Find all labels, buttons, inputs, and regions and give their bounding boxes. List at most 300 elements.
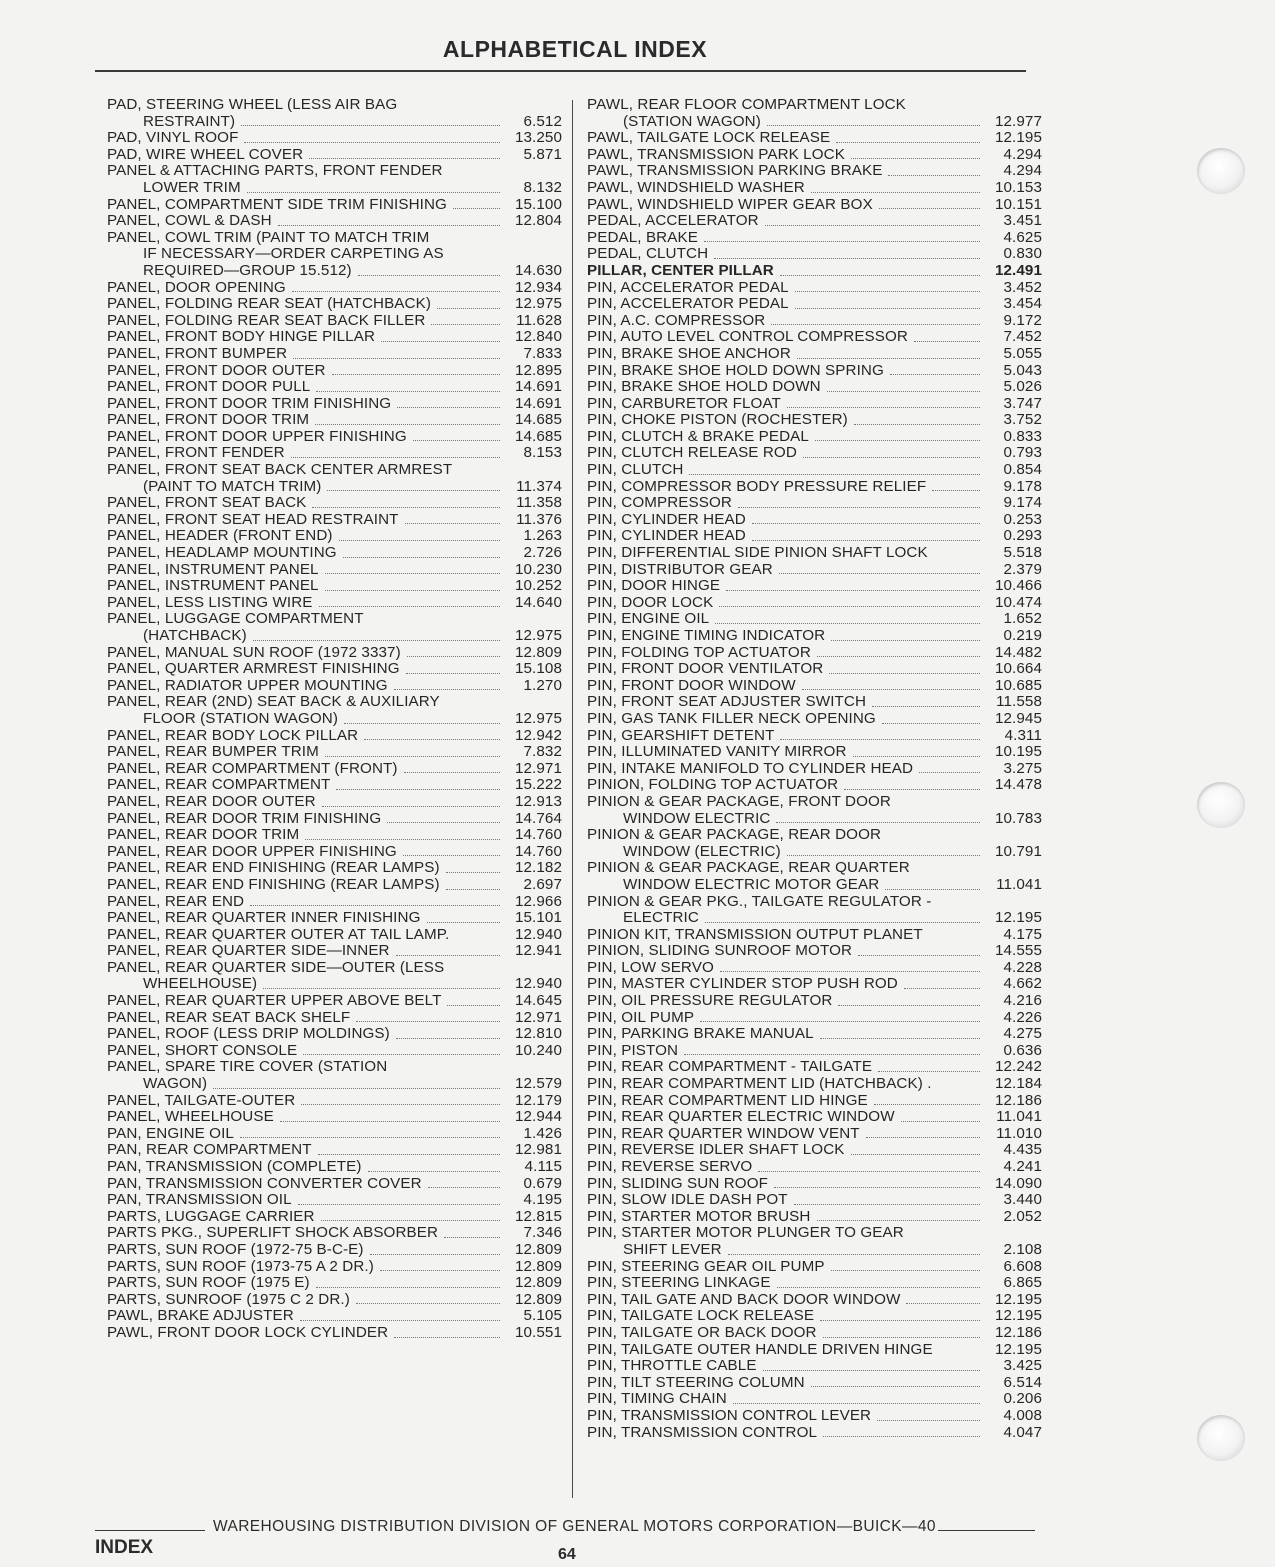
index-entry-text: PANEL, LESS LISTING WIRE bbox=[107, 593, 313, 611]
leader-dots bbox=[780, 274, 980, 276]
leader-dots bbox=[319, 605, 500, 607]
index-entry bbox=[587, 1010, 1042, 1027]
index-entry-page-ref: 12.840 bbox=[514, 328, 562, 346]
index-entry-text: PIN, TRANSMISSION CONTROL LEVER bbox=[587, 1406, 872, 1424]
index-entry-page-ref: 12.195 bbox=[994, 129, 1042, 147]
index-entry-text: PEDAL, CLUTCH bbox=[587, 245, 709, 263]
index-entry-text: PANEL, REAR QUARTER SIDE—OUTER (LESS bbox=[107, 958, 445, 976]
index-entry bbox=[107, 728, 562, 745]
index-entry bbox=[107, 97, 562, 130]
index-entry bbox=[587, 528, 1042, 545]
footer-rule-left bbox=[95, 1530, 205, 1531]
leader-dots bbox=[397, 406, 500, 408]
index-entry bbox=[587, 396, 1042, 413]
index-entry-page-ref: 12.809 bbox=[514, 643, 562, 661]
index-entry-page-ref: 14.760 bbox=[514, 826, 562, 844]
leader-dots bbox=[820, 1037, 980, 1039]
index-entry-text: REQUIRED—GROUP 15.512) bbox=[143, 261, 352, 279]
leader-dots bbox=[325, 572, 500, 574]
index-entry bbox=[107, 860, 562, 877]
leader-dots bbox=[776, 821, 980, 823]
index-entry-page-ref: 1.270 bbox=[523, 676, 562, 694]
index-entry-page-ref: 7.833 bbox=[523, 344, 562, 362]
index-entry bbox=[587, 1275, 1042, 1292]
index-entry bbox=[107, 462, 562, 495]
leader-dots bbox=[802, 688, 980, 690]
leader-dots bbox=[404, 771, 500, 773]
index-entry-page-ref: 12.195 bbox=[994, 1290, 1042, 1308]
index-entry bbox=[587, 1076, 1042, 1093]
leader-dots bbox=[836, 141, 980, 143]
index-entry bbox=[107, 329, 562, 346]
footer-rule-right bbox=[938, 1530, 1035, 1531]
index-entry-text: PIN, CLUTCH & BRAKE PEDAL bbox=[587, 427, 809, 445]
index-entry-page-ref: 10.466 bbox=[994, 577, 1042, 595]
leader-dots bbox=[851, 1153, 981, 1155]
index-entry-page-ref: 11.358 bbox=[516, 494, 562, 512]
index-entry bbox=[587, 611, 1042, 628]
leader-dots bbox=[280, 1120, 500, 1122]
index-entry bbox=[107, 296, 562, 313]
index-entry bbox=[587, 628, 1042, 645]
index-entry-text: PIN, GAS TANK FILLER NECK OPENING bbox=[587, 709, 876, 727]
leader-dots bbox=[253, 639, 500, 641]
index-entry-text: PIN, STARTER MOTOR PLUNGER TO GEAR bbox=[587, 1224, 904, 1242]
index-entry-page-ref: 3.454 bbox=[1003, 295, 1042, 313]
leader-dots bbox=[939, 1353, 980, 1354]
index-entry bbox=[587, 1209, 1042, 1226]
index-entry-page-ref: 0.206 bbox=[1003, 1390, 1042, 1408]
leader-dots bbox=[811, 1385, 980, 1387]
index-entry-text: (PAINT TO MATCH TRIM) bbox=[143, 477, 322, 495]
index-entry-text: PANEL, FRONT BODY HINGE PILLAR bbox=[107, 328, 376, 346]
index-entry-page-ref: 3.440 bbox=[1003, 1191, 1042, 1209]
index-entry-text: PIN, CLUTCH bbox=[587, 461, 684, 479]
index-entry-page-ref: 2.108 bbox=[1003, 1240, 1042, 1258]
leader-dots bbox=[752, 539, 980, 541]
index-entry bbox=[587, 1425, 1042, 1442]
leader-dots bbox=[844, 788, 980, 790]
index-entry-page-ref: 0.293 bbox=[1003, 527, 1042, 545]
index-entry-page-ref: 12.809 bbox=[514, 1240, 562, 1258]
index-column-right bbox=[587, 97, 1042, 1441]
index-entry-page-ref: 12.975 bbox=[514, 627, 562, 644]
index-entry-text: PIN, REAR COMPARTMENT - TAILGATE bbox=[587, 1058, 873, 1076]
index-entry-text: PIN, LOW SERVO bbox=[587, 958, 714, 976]
leader-dots bbox=[715, 622, 980, 624]
leader-dots bbox=[795, 307, 980, 309]
index-entry-page-ref: 3.747 bbox=[1003, 394, 1042, 412]
index-entry-text: WINDOW (ELECTRIC) bbox=[623, 842, 781, 860]
index-entry bbox=[587, 363, 1042, 380]
index-entry bbox=[587, 495, 1042, 512]
index-entry-text: PARTS, SUN ROOF (1973-75 A 2 DR.) bbox=[107, 1257, 374, 1275]
binder-hole-icon bbox=[1197, 148, 1245, 194]
index-entry-text: PIN, INTAKE MANIFOLD TO CYLINDER HEAD bbox=[587, 759, 914, 777]
index-entry-text: PIN, STEERING GEAR OIL PUMP bbox=[587, 1257, 825, 1275]
index-entry bbox=[107, 611, 562, 644]
index-entry bbox=[587, 263, 1042, 280]
leader-dots bbox=[446, 871, 500, 873]
index-entry-page-ref: 14.090 bbox=[994, 1174, 1042, 1192]
index-entry-text: PIN, OIL PUMP bbox=[587, 1008, 695, 1026]
index-entry-page-ref: 12.804 bbox=[514, 212, 562, 230]
index-entry-page-ref: 12.184 bbox=[994, 1075, 1042, 1093]
index-entry-page-ref: 10.685 bbox=[994, 676, 1042, 694]
index-entry-text: PANEL, REAR END FINISHING (REAR LAMPS) bbox=[107, 875, 440, 893]
index-entry-text: WHEELHOUSE) bbox=[143, 975, 258, 993]
index-entry-text: PANEL, REAR QUARTER OUTER AT TAIL LAMP. bbox=[107, 925, 450, 943]
index-entry-page-ref: 12.895 bbox=[514, 361, 562, 379]
index-entry-page-ref: 4.662 bbox=[1003, 975, 1042, 993]
index-entry-text: PIN, PARKING BRAKE MANUAL bbox=[587, 1025, 814, 1043]
leader-dots bbox=[878, 1070, 980, 1072]
index-entry-text: PIN, ENGINE TIMING INDICATOR bbox=[587, 627, 826, 644]
index-entry bbox=[587, 1225, 1042, 1258]
index-entry bbox=[587, 1109, 1042, 1126]
leader-dots bbox=[689, 473, 980, 475]
leader-dots bbox=[771, 323, 980, 325]
index-entry bbox=[107, 1059, 562, 1092]
index-entry-text: PANEL, REAR QUARTER INNER FINISHING bbox=[107, 909, 421, 927]
index-entry bbox=[587, 1142, 1042, 1159]
index-entry-text: IF NECESSARY—ORDER CARPETING AS bbox=[143, 245, 444, 263]
index-entry-page-ref: 4.241 bbox=[1003, 1158, 1042, 1175]
index-entry-text: PEDAL, BRAKE bbox=[587, 228, 698, 246]
index-entry-page-ref: 1.263 bbox=[523, 527, 562, 545]
index-entry-text: PANEL, ROOF (LESS DRIP MOLDINGS) bbox=[107, 1025, 390, 1043]
index-entry-page-ref: 5.026 bbox=[1003, 378, 1042, 396]
index-entry-text: PIN, REAR QUARTER WINDOW VENT bbox=[587, 1124, 860, 1142]
index-entry-page-ref: 14.640 bbox=[514, 593, 562, 611]
index-entry-page-ref: 0.830 bbox=[1003, 245, 1042, 263]
index-entry-text: (STATION WAGON) bbox=[623, 112, 761, 130]
index-entry-text: PANEL, REAR COMPARTMENT (FRONT) bbox=[107, 759, 398, 777]
index-entry bbox=[107, 363, 562, 380]
index-entry bbox=[587, 1292, 1042, 1309]
leader-dots bbox=[263, 987, 500, 989]
index-entry-text: PAN, TRANSMISSION CONVERTER COVER bbox=[107, 1174, 422, 1192]
index-entry bbox=[107, 396, 562, 413]
index-entry-text: PIN, OIL PRESSURE REGULATOR bbox=[587, 992, 833, 1010]
leader-dots bbox=[803, 456, 980, 458]
index-entry-text: PIN, GEARSHIFT DETENT bbox=[587, 726, 775, 744]
leader-dots bbox=[904, 987, 980, 989]
index-entry bbox=[107, 761, 562, 778]
index-entry-text: PAWL, TRANSMISSION PARKING BRAKE bbox=[587, 162, 883, 180]
index-entry bbox=[107, 777, 562, 794]
index-entry-text: PIN, FRONT DOOR VENTILATOR bbox=[587, 660, 824, 678]
index-entry-page-ref: 1.652 bbox=[1003, 610, 1042, 628]
leader-dots bbox=[213, 1087, 500, 1089]
leader-dots bbox=[794, 1203, 980, 1205]
index-entry bbox=[587, 1176, 1042, 1193]
index-entry-page-ref: 12.941 bbox=[514, 942, 562, 960]
index-entry-page-ref: 12.913 bbox=[514, 792, 562, 810]
index-entry-text: PIN, FOLDING TOP ACTUATOR bbox=[587, 643, 811, 661]
index-entry-text: PIN, CLUTCH RELEASE ROD bbox=[587, 444, 797, 462]
index-entry bbox=[587, 927, 1042, 944]
leader-dots bbox=[851, 157, 980, 159]
index-entry-text: PAN, REAR COMPARTMENT bbox=[107, 1141, 312, 1159]
leader-dots bbox=[278, 224, 500, 226]
index-entry-page-ref: 4.625 bbox=[1003, 228, 1042, 246]
leader-dots bbox=[247, 191, 500, 193]
leader-dots bbox=[795, 290, 980, 292]
leader-dots bbox=[854, 423, 980, 425]
index-entry-page-ref: 14.478 bbox=[994, 776, 1042, 794]
index-entry bbox=[587, 462, 1042, 479]
index-entry bbox=[587, 1358, 1042, 1375]
index-entry-text: PIN, STARTER MOTOR BRUSH bbox=[587, 1207, 811, 1225]
index-entry-text: PANEL, DOOR OPENING bbox=[107, 278, 286, 296]
index-entry-page-ref: 6.512 bbox=[523, 112, 562, 130]
index-entry bbox=[107, 280, 562, 297]
leader-dots bbox=[728, 1253, 980, 1255]
index-entry-text: PANEL, FOLDING REAR SEAT BACK FILLER bbox=[107, 311, 426, 329]
leader-dots bbox=[447, 1004, 500, 1006]
index-entry-text: PIN, ENGINE OIL bbox=[587, 610, 710, 628]
index-entry-page-ref: 4.311 bbox=[1004, 726, 1042, 744]
index-entry-page-ref: 14.630 bbox=[514, 261, 562, 279]
index-entry-text: PANEL, INSTRUMENT PANEL bbox=[107, 560, 319, 578]
index-entry-text: PIN, TAIL GATE AND BACK DOOR WINDOW bbox=[587, 1290, 901, 1308]
leader-dots bbox=[413, 439, 500, 441]
index-entry-text: PANEL & ATTACHING PARTS, FRONT FENDER bbox=[107, 162, 443, 180]
leader-dots bbox=[914, 340, 980, 342]
index-entry-text: PANEL, FOLDING REAR SEAT (HATCHBACK) bbox=[107, 295, 431, 313]
index-entry-text: ELECTRIC bbox=[623, 909, 699, 927]
leader-dots bbox=[777, 1286, 980, 1288]
index-entry-page-ref: 12.179 bbox=[514, 1091, 562, 1109]
index-entry-page-ref: 10.252 bbox=[514, 577, 562, 595]
leader-dots bbox=[303, 1053, 500, 1055]
index-entry-page-ref: 10.151 bbox=[994, 195, 1042, 213]
index-entry-text: PANEL, FRONT SEAT BACK CENTER ARMREST bbox=[107, 461, 453, 479]
index-entry-page-ref: 11.041 bbox=[996, 875, 1042, 893]
index-entry-page-ref: 1.426 bbox=[523, 1124, 562, 1142]
index-entry-page-ref: 12.195 bbox=[994, 909, 1042, 927]
leader-dots bbox=[934, 557, 980, 558]
leader-dots bbox=[719, 605, 980, 607]
index-entry-page-ref: 6.865 bbox=[1003, 1274, 1042, 1292]
index-entry-text: PANEL, MANUAL SUN ROOF (1972 3337) bbox=[107, 643, 401, 661]
leader-dots bbox=[774, 1186, 980, 1188]
binder-hole-icon bbox=[1197, 1415, 1245, 1461]
index-entry bbox=[107, 562, 562, 579]
index-entry bbox=[107, 412, 562, 429]
index-entry bbox=[107, 1010, 562, 1027]
index-entry-page-ref: 11.374 bbox=[516, 477, 562, 495]
index-entry-text: PANEL, SHORT CONSOLE bbox=[107, 1041, 298, 1059]
leader-dots bbox=[879, 207, 980, 209]
index-entry-page-ref: 12.975 bbox=[514, 295, 562, 313]
leader-dots bbox=[938, 1088, 980, 1089]
leader-dots bbox=[428, 1186, 500, 1188]
index-entry bbox=[587, 595, 1042, 612]
index-entry-text: PIN, THROTTLE CABLE bbox=[587, 1357, 757, 1375]
index-entry-text: PIN, BRAKE SHOE HOLD DOWN SPRING bbox=[587, 361, 884, 379]
leader-dots bbox=[758, 1170, 980, 1172]
leader-dots bbox=[380, 1269, 500, 1271]
index-entry-page-ref: 0.636 bbox=[1003, 1041, 1042, 1059]
index-entry bbox=[107, 1093, 562, 1110]
index-entry-text: PANEL, REAR QUARTER UPPER ABOVE BELT bbox=[107, 992, 442, 1010]
index-entry-page-ref: 5.518 bbox=[1003, 544, 1042, 562]
index-entry-text: PIN, TILT STEERING COLUMN bbox=[587, 1373, 805, 1391]
index-entry-text: PIN, ACCELERATOR PEDAL bbox=[587, 278, 789, 296]
leader-dots bbox=[250, 904, 500, 906]
leader-dots bbox=[298, 1203, 500, 1205]
index-entry-page-ref: 3.425 bbox=[1003, 1357, 1042, 1375]
leader-dots bbox=[874, 1103, 980, 1105]
index-entry-page-ref: 0.253 bbox=[1003, 510, 1042, 528]
index-entry bbox=[587, 1192, 1042, 1209]
index-entry-text: PIN, TAILGATE LOCK RELEASE bbox=[587, 1307, 815, 1325]
index-entry-page-ref: 12.940 bbox=[514, 975, 562, 993]
index-entry bbox=[107, 927, 562, 944]
index-entry-text: PIN, TIMING CHAIN bbox=[587, 1390, 727, 1408]
index-entry-page-ref: 9.178 bbox=[1003, 477, 1042, 495]
index-entry-page-ref: 4.047 bbox=[1003, 1423, 1042, 1441]
index-entry-page-ref: 5.055 bbox=[1003, 344, 1042, 362]
index-entry bbox=[107, 1043, 562, 1060]
index-entry-text: PIN, A.C. COMPRESSOR bbox=[587, 311, 766, 329]
index-entry-text: PIN, COMPRESSOR BODY PRESSURE RELIEF bbox=[587, 477, 927, 495]
index-entry-text: PANEL, FRONT SEAT BACK bbox=[107, 494, 307, 512]
index-entry-page-ref: 10.195 bbox=[994, 743, 1042, 761]
index-entry-text: PANEL, REAR END bbox=[107, 892, 245, 910]
index-entry-page-ref: 4.435 bbox=[1003, 1141, 1042, 1159]
index-entry-text: PIN, TAILGATE OUTER HANDLE DRIVEN HINGE bbox=[587, 1340, 933, 1358]
index-entry-page-ref: 15.100 bbox=[514, 195, 562, 213]
index-entry-page-ref: 4.294 bbox=[1003, 162, 1042, 180]
leader-dots bbox=[752, 522, 980, 524]
index-entry-text: PAWL, WINDSHIELD WIPER GEAR BOX bbox=[587, 195, 873, 213]
leader-dots bbox=[453, 207, 500, 209]
index-entry bbox=[107, 1176, 562, 1193]
index-entry bbox=[587, 694, 1042, 711]
index-entry bbox=[587, 794, 1042, 827]
leader-dots bbox=[344, 722, 500, 724]
index-entry bbox=[587, 728, 1042, 745]
index-entry-text: PIN, TRANSMISSION CONTROL bbox=[587, 1423, 818, 1441]
index-entry-text: PARTS, LUGGAGE CARRIER bbox=[107, 1207, 315, 1225]
index-entry bbox=[587, 545, 1042, 562]
leader-dots bbox=[405, 522, 500, 524]
leader-dots bbox=[316, 390, 500, 392]
leader-dots bbox=[877, 1419, 980, 1421]
index-entry bbox=[107, 1109, 562, 1126]
leader-dots bbox=[293, 357, 500, 359]
leader-dots bbox=[831, 639, 980, 641]
index-entry-page-ref: 14.555 bbox=[994, 942, 1042, 960]
index-entry-text: PANEL, FRONT SEAT HEAD RESTRAINT bbox=[107, 510, 399, 528]
index-entry-text: PANEL, REAR (2ND) SEAT BACK & AUXILIARY bbox=[107, 693, 440, 711]
index-entry bbox=[107, 163, 562, 196]
index-entry-text: PIN, REAR COMPARTMENT LID (HATCHBACK) . bbox=[587, 1075, 932, 1093]
index-entry-text: PINION & GEAR PACKAGE, REAR DOOR bbox=[587, 826, 882, 844]
index-entry-page-ref: 12.981 bbox=[514, 1141, 562, 1159]
index-entry-page-ref: 7.346 bbox=[523, 1224, 562, 1242]
index-entry-page-ref: 12.942 bbox=[514, 726, 562, 744]
index-entry-text: PIN, FRONT DOOR WINDOW bbox=[587, 676, 796, 694]
index-entry-page-ref: 4.195 bbox=[523, 1191, 562, 1209]
footer-text: WAREHOUSING DISTRIBUTION DIVISION OF GENERAL MOTORS CORPORATION—BUICK—40 bbox=[213, 1518, 936, 1535]
index-entry bbox=[587, 163, 1042, 180]
index-entry-text: WINDOW ELECTRIC MOTOR GEAR bbox=[623, 875, 880, 893]
index-entry bbox=[107, 230, 562, 280]
index-entry-page-ref: 3.451 bbox=[1003, 212, 1042, 230]
index-entry bbox=[587, 379, 1042, 396]
index-entry-text: PAWL, FRONT DOOR LOCK CYLINDER bbox=[107, 1323, 389, 1341]
leader-dots bbox=[291, 456, 500, 458]
index-entry-page-ref: 12.195 bbox=[994, 1307, 1042, 1325]
index-entry-text: PANEL, FRONT FENDER bbox=[107, 444, 285, 462]
index-entry bbox=[587, 445, 1042, 462]
index-entry-text: PANEL, RADIATOR UPPER MOUNTING bbox=[107, 676, 388, 694]
index-entry-text: PIN, REVERSE IDLER SHAFT LOCK bbox=[587, 1141, 845, 1159]
index-entry-text: PANEL, FRONT DOOR TRIM bbox=[107, 411, 310, 429]
index-entry-page-ref: 4.226 bbox=[1003, 1008, 1042, 1026]
index-entry-text: PIN, DOOR LOCK bbox=[587, 593, 714, 611]
index-entry-text: PIN, AUTO LEVEL CONTROL COMPRESSOR bbox=[587, 328, 909, 346]
index-entry-text: PANEL, FRONT DOOR PULL bbox=[107, 378, 311, 396]
index-entry bbox=[107, 130, 562, 147]
index-entry-text: PANEL, REAR DOOR UPPER FINISHING bbox=[107, 842, 397, 860]
index-entry bbox=[587, 1259, 1042, 1276]
index-entry-text: PIN, CARBURETOR FLOAT bbox=[587, 394, 781, 412]
index-entry-text: PANEL, REAR BUMPER TRIM bbox=[107, 743, 319, 761]
index-entry-page-ref: 12.182 bbox=[514, 859, 562, 877]
index-entry-page-ref: 7.832 bbox=[523, 743, 562, 761]
index-entry-page-ref: 3.275 bbox=[1003, 759, 1042, 777]
index-entry-page-ref: 12.977 bbox=[994, 112, 1042, 130]
index-entry-page-ref: 11.041 bbox=[996, 1108, 1042, 1126]
index-entry-page-ref: 6.514 bbox=[1003, 1373, 1042, 1391]
leader-dots bbox=[325, 755, 500, 757]
index-entry bbox=[107, 147, 562, 164]
index-entry-page-ref: 9.172 bbox=[1003, 311, 1042, 329]
index-entry-text: RESTRAINT) bbox=[143, 112, 236, 130]
index-entry bbox=[107, 213, 562, 230]
leader-dots bbox=[700, 1020, 980, 1022]
index-entry bbox=[587, 578, 1042, 595]
index-entry-page-ref: 12.579 bbox=[514, 1075, 562, 1093]
index-entry-page-ref: 10.791 bbox=[994, 842, 1042, 860]
leader-dots bbox=[437, 307, 500, 309]
index-entry-page-ref: 12.186 bbox=[994, 1091, 1042, 1109]
index-column-left bbox=[107, 97, 562, 1342]
index-entry bbox=[587, 993, 1042, 1010]
index-entry-page-ref: 12.809 bbox=[514, 1290, 562, 1308]
index-entry-page-ref: 0.854 bbox=[1003, 461, 1042, 479]
index-entry-text: PARTS, SUN ROOF (1972-75 B-C-E) bbox=[107, 1240, 364, 1258]
page-number: 64 bbox=[558, 1546, 576, 1563]
leader-dots bbox=[726, 589, 980, 591]
index-entry bbox=[107, 197, 562, 214]
leader-dots bbox=[733, 1402, 980, 1404]
index-entry bbox=[107, 445, 562, 462]
index-entry-text: PANEL, LUGGAGE COMPARTMENT bbox=[107, 610, 364, 628]
index-entry-text: PANEL, REAR DOOR TRIM FINISHING bbox=[107, 809, 382, 827]
index-entry-text: PINION, FOLDING TOP ACTUATOR bbox=[587, 776, 839, 794]
leader-dots bbox=[407, 655, 500, 657]
index-entry bbox=[587, 479, 1042, 496]
index-entry-text: PIN, DOOR HINGE bbox=[587, 577, 721, 595]
index-entry-text: PAD, VINYL ROOF bbox=[107, 129, 239, 147]
leader-dots bbox=[853, 755, 980, 757]
